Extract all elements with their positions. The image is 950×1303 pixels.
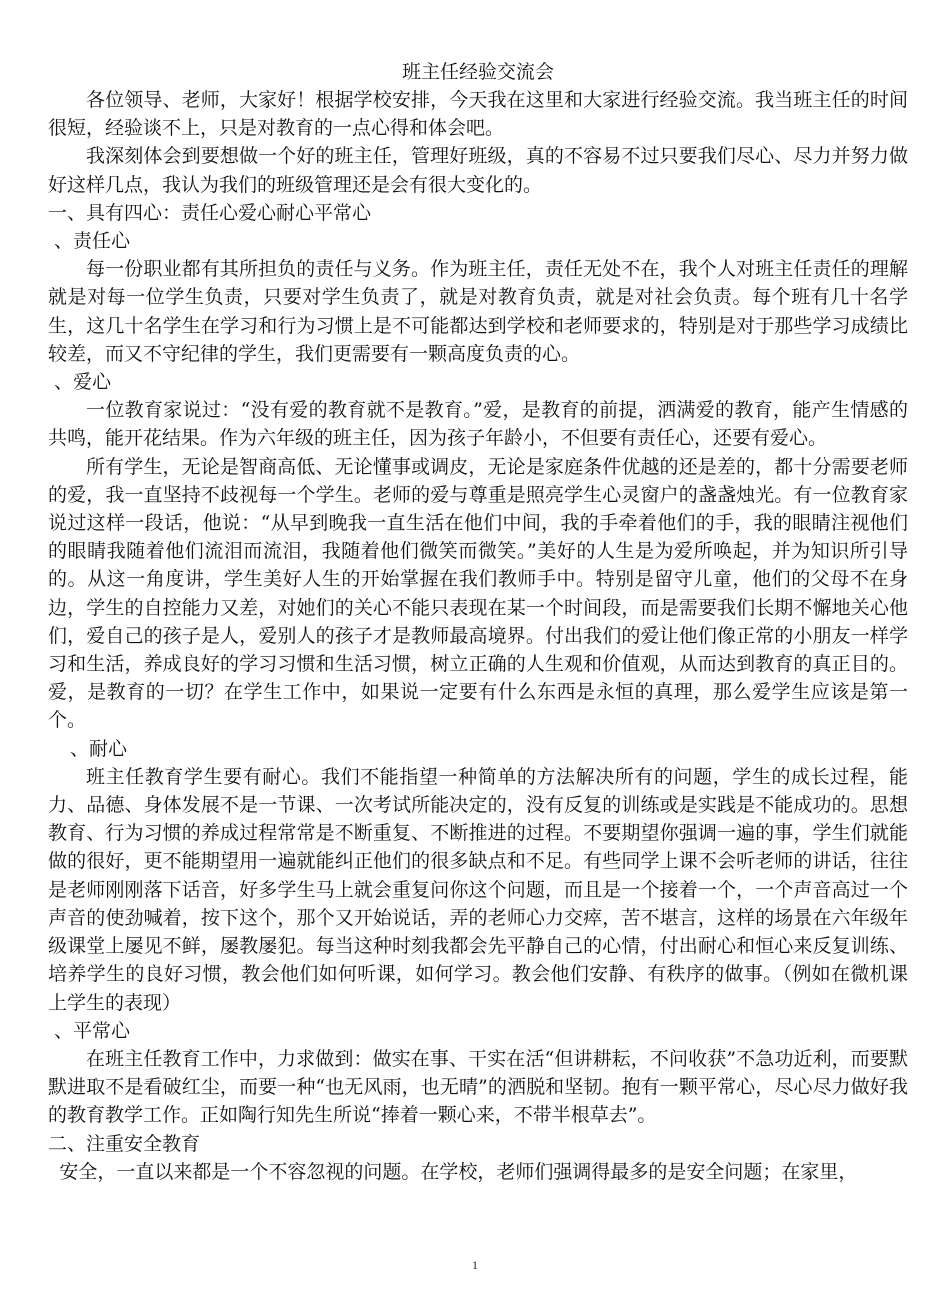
paragraph: 班主任教育学生要有耐心。我们不能指望一种简单的方法解决所有的问题，学生的成长过程，能力、品德、身体发展不是一节课、一次考试所能决定的，没有反复的训练或是实践是不能成功的。思想教育、行为习惯的养成过程常常是不断重复、不断推进的过程。不要期望你强调一遍的事，学生们就能做的很好，更不能期望用一遍就能纠正他们的很多缺点和不足。有些同学上课不会听老师的讲话，往往是老师刚刚落下话音，好多学生马上就会重复问你这个问题，而且是一个接着一个，一个声音高过一个声音的使劲喊着，按下这个，那个又开始说话，弄的老师心力交瘁，苦不堪言，这样的场景在六年级年级课堂上屡见不鲜，屡教屡犯。每当这种时刻我都会先平静自己的心情，付出耐心和恒心来反复训练、培养学生的良好习惯，教会他们如何听课，如何学习。教会他们安静、有秩序的做事。（例如在微机课上学生的表现） bbox=[48, 765, 908, 1014]
paragraph: 在班主任教育工作中，力求做到：做实在事、干实在活“但讲耕耘，不问收获”不急功近利，而要默默进取不是看破红尘，而要一种“也无风雨，也无晴”的洒脱和坚韧。抱有一颗平常心，尽心尽力做好我的教育教学工作。正如陶行知先生所说“捧着一颗心来，不带半根草去”。 bbox=[48, 1047, 908, 1127]
document-body bbox=[48, 86, 908, 1186]
paragraph: 每一份职业都有其所担负的责任与义务。作为班主任，责任无处不在，我个人对班主任责任的理解就是对每一位学生负责，只要对学生负责了，就是对教育负责，就是对社会负责。每个班有几十名学生，这几十名学生在学习和行为习惯上是不可能都达到学校和老师要求的，特别是对于那些学习成绩比较差，而又不守纪律的学生，我们更需要有一颗高度负责的心。 bbox=[48, 258, 908, 365]
paragraph: 我深刻体会到要想做一个好的班主任，管理好班级，真的不容易不过只要我们尽心、尽力并努力做好这样几点，我认为我们的班级管理还是会有很大变化的。 bbox=[48, 145, 908, 196]
sub-heading: 、爱心 bbox=[54, 371, 112, 394]
section-heading: 二、注重安全教育 bbox=[48, 1132, 201, 1155]
paragraph: 各位领导、老师，大家好！根据学校安排，今天我在这里和大家进行经验交流。我当班主任的时间很短，经验谈不上，只是对教育的一点心得和体会吧。 bbox=[48, 89, 908, 140]
sub-heading: 、责任心 bbox=[54, 230, 131, 253]
sub-heading: 、平常心 bbox=[54, 1019, 131, 1042]
paragraph: 所有学生，无论是智商高低、无论懂事或调皮，无论是家庭条件优越的还是差的，都十分需要老师的爱，我一直坚持不歧视每一个学生。老师的爱与尊重是照亮学生心灵窗户的盏盏烛光。有一位教育家说过这样一段话，他说：“从早到晚我一直生活在他们中间，我的手牵着他们的手，我的眼睛注视他们的眼睛我随着他们流泪而流泪，我随着他们微笑而微笑。”美好的人生是为爱所唤起，并为知识所引导的。从这一角度讲，学生美好人生的开始掌握在我们教师手中。特别是留守儿童，他们的父母不在身边，学生的自控能力又差，对她们的关心不能只表现在某一个时间段，而是需要我们长期不懈地关心他们，爱自己的孩子是人，爱别人的孩子才是教师最高境界。付出我们的爱让他们像正常的小朋友一样学习和生活，养成良好的学习习惯和生活习惯，树立正确的人生观和价值观，从而达到教育的真正目的。爱，是教育的一切？在学生工作中，如果说一定要有什么东西是永恒的真理，那么爱学生应该是第一个。 bbox=[48, 455, 908, 732]
paragraph: 一位教育家说过：“没有爱的教育就不是教育。”爱，是教育的前提，洒满爱的教育，能产生情感的共鸣，能开花结果。作为六年级的班主任，因为孩子年龄小，不但要有责任心，还要有爱心。 bbox=[48, 399, 908, 450]
section-heading: 一、具有四心：责任心爱心耐心平常心 bbox=[48, 201, 372, 224]
page-number: 1 bbox=[472, 1258, 478, 1272]
paragraph: 安全，一直以来都是一个不容忽视的问题。在学校，老师们强调得最多的是安全问题；在家里， bbox=[59, 1160, 858, 1183]
sub-heading: 、耐心 bbox=[70, 737, 128, 760]
document-page bbox=[48, 58, 908, 1238]
document-title: 班主任经验交流会 bbox=[401, 61, 554, 83]
